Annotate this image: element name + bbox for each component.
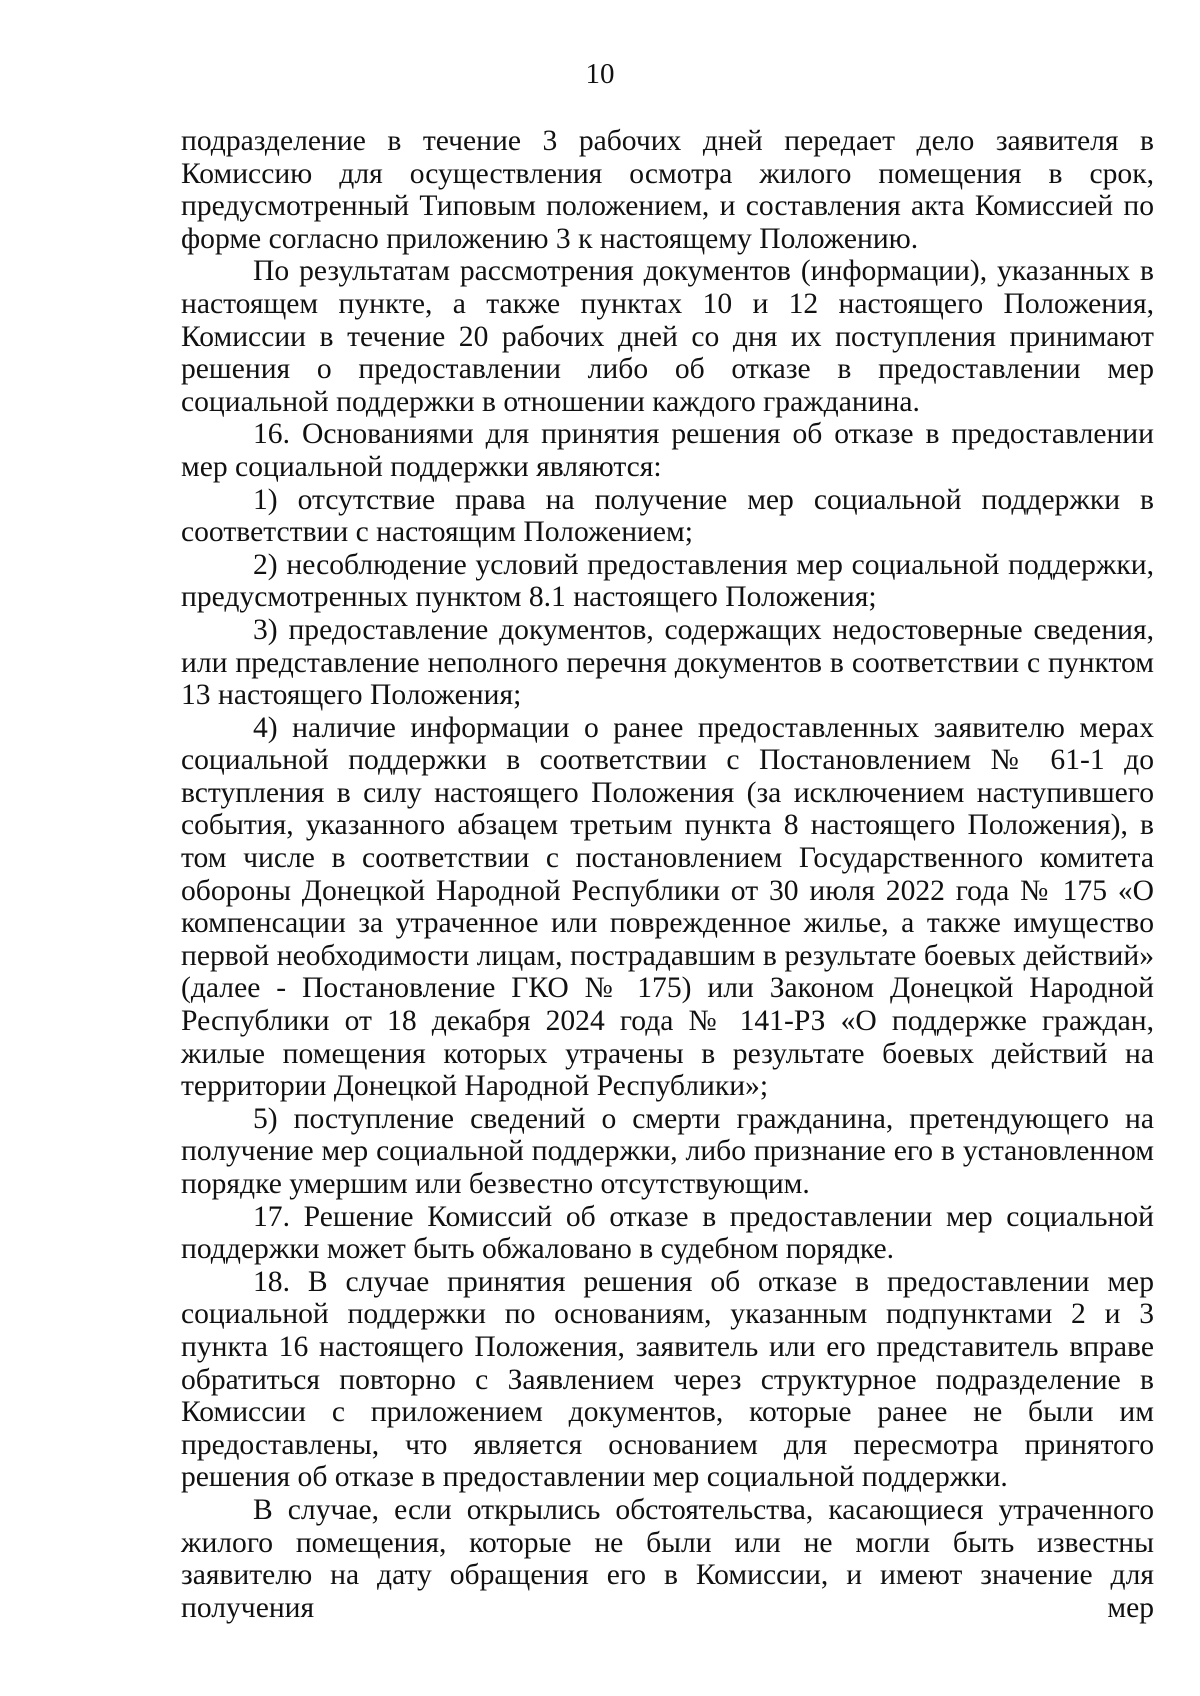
paragraph-clause-16-item-4: 4) наличие информации о ранее предоставленных заявителю мерах социальной поддержки в соответствии с Постановлением № 61-1 до вступления в силу настоящего Положения (за исключением наступившего события, указанного абзацем третьим пункта 8 настоящего Положения), в том числе в соответствии с постановлением Государственного комитета обороны Донецкой Народной Республики от 30 июля 2022 года № 175 «О компенсации за утраченное или поврежденное жилье, а также имущество первой необходимости лицам, пострадавшим в результате боевых действий» (далее - Постановление ГКО № 175) или Законом Донецкой Народной Республики от 18 декабря 2024 года № 141-РЗ «О поддержке граждан, жилые помещения которых утрачены в результате боевых действий на территории Донецкой Народной Республики»; xyxy=(181,711,1154,1103)
page-number: 10 xyxy=(585,58,615,90)
paragraph-continuation: подразделение в течение 3 рабочих дней передает дело заявителя в Комиссию для осуществления осмотра жилого помещения в срок, предусмотренный Типовым положением, и составления акта Комиссией по форме согласно приложению 3 к настоящему Положению. xyxy=(181,125,1154,255)
paragraph-review-results: По результатам рассмотрения документов (информации), указанных в настоящем пункте, а также пунктах 10 и 12 настоящего Положения, Комиссии в течение 20 рабочих дней со дня их поступления принимают решения о предоставлении либо об отказе в предоставлении мер социальной поддержки в отношении каждого гражданина. xyxy=(181,255,1154,418)
paragraph-clause-18: 18. В случае принятия решения об отказе в предоставлении мер социальной поддержки по основаниям, указанным подпунктами 2 и 3 пункта 16 настоящего Положения, заявитель или его представитель вправе обратиться повторно с Заявлением через структурное подразделение в Комиссии с приложением документов, которые ранее не были им предоставлены, что является основанием для пересмотра принятого решения об отказе в предоставлении мер социальной поддержки. xyxy=(181,1265,1154,1494)
paragraph-clause-16-item-5: 5) поступление сведений о смерти гражданина, претендующего на получение мер социальной поддержки, либо признание его в установленном порядке умершим или безвестно отсутствующим. xyxy=(181,1102,1154,1200)
paragraph-clause-16-item-1: 1) отсутствие права на получение мер социальной поддержки в соответствии с настоящим Положением; xyxy=(181,483,1154,549)
paragraph-clause-17: 17. Решение Комиссий об отказе в предоставлении мер социальной поддержки может быть обжаловано в судебном порядке. xyxy=(181,1200,1154,1266)
paragraph-clause-16-item-2: 2) несоблюдение условий предоставления мер социальной поддержки, предусмотренных пунктом 8.1 настоящего Положения; xyxy=(181,548,1154,614)
document-body xyxy=(181,125,1154,1624)
paragraph-clause-16: 16. Основаниями для принятия решения об отказе в предоставлении мер социальной поддержки являются: xyxy=(181,418,1154,483)
paragraph-new-circumstances: В случае, если открылись обстоятельства, касающиеся утраченного жилого помещения, которые не были или не могли быть известны заявителю на дату обращения его в Комиссии, и имеют значение для получения мер xyxy=(181,1493,1154,1624)
paragraph-clause-16-item-3: 3) предоставление документов, содержащих недостоверные сведения, или представление неполного перечня документов в соответствии с пунктом 13 настоящего Положения; xyxy=(181,613,1154,712)
